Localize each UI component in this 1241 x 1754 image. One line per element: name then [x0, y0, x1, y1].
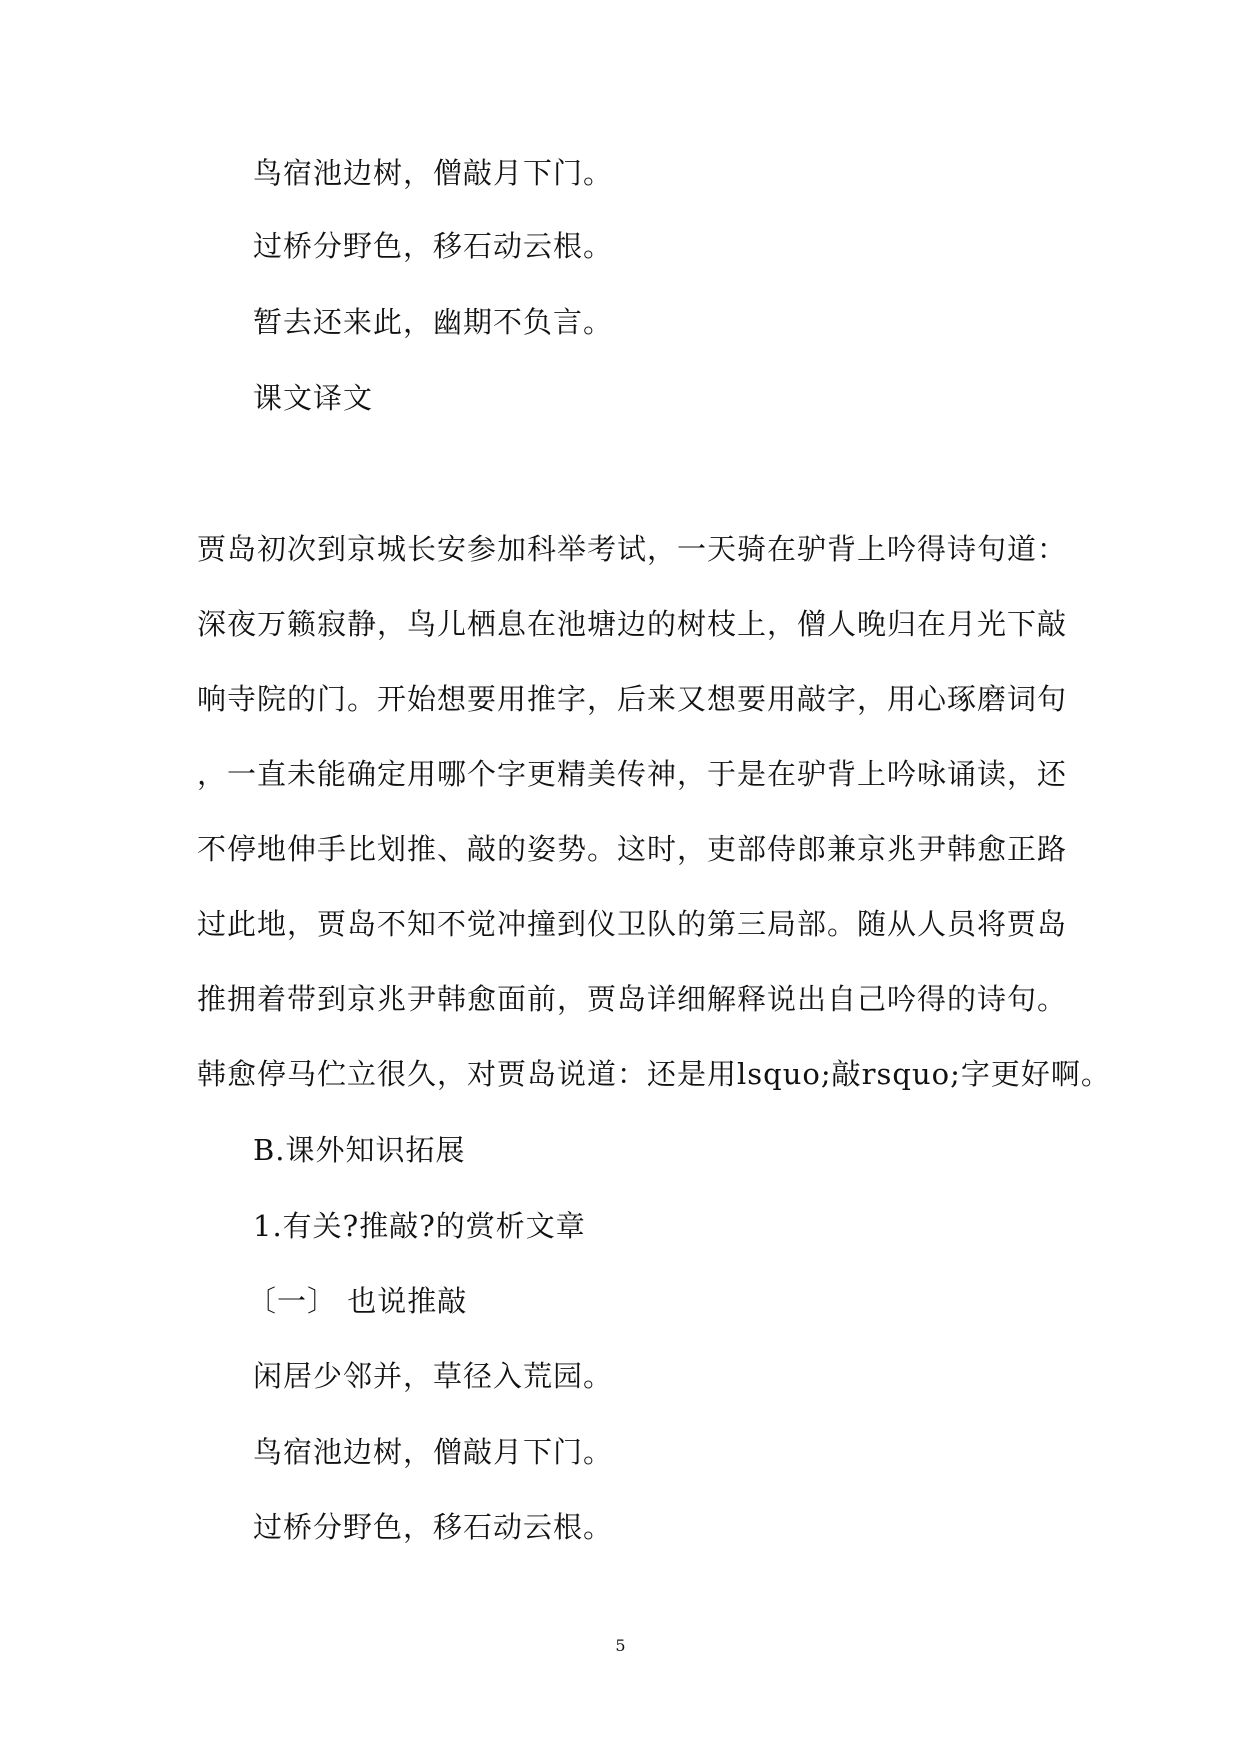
paragraph-line-2: 深夜万籁寂静，鸟儿栖息在池塘边的树枝上，僧人晚归在月光下敲 [197, 607, 1068, 641]
poem-line-3: 暂去还来此，幽期不负言。 [253, 305, 614, 339]
paragraph-line-1: 贾岛初次到京城长安参加科举考试，一天骑在驴背上吟得诗句道： [197, 532, 1068, 566]
paragraph-line-5: 不停地伸手比划推、敲的姿势。这时，吏部侍郎兼京兆尹韩愈正路 [197, 832, 1068, 866]
subsection-heading: 1.有关?推敲?的赏析文章 [253, 1209, 586, 1243]
poem-line-4: 闲居少邻并，草径入荒园。 [253, 1359, 614, 1393]
poem-line-1: 鸟宿池边树，僧敲月下门。 [253, 156, 614, 190]
poem-line-5: 鸟宿池边树，僧敲月下门。 [253, 1435, 614, 1469]
paragraph-line-7: 推拥着带到京兆尹韩愈面前，贾岛详细解释说出自己吟得的诗句。 [197, 982, 1068, 1016]
page-number: 5 [615, 1636, 626, 1655]
section-heading-extension: B.课外知识拓展 [253, 1133, 466, 1167]
section-heading-translation: 课文译文 [253, 381, 374, 415]
paragraph-line-4: ，一直未能确定用哪个字更精美传神，于是在驴背上吟咏诵读，还 [197, 757, 1068, 791]
paragraph-line-6: 过此地，贾岛不知不觉冲撞到仪卫队的第三局部。随从人员将贾岛 [197, 907, 1068, 941]
paragraph-line-8: 韩愈停马伫立很久，对贾岛说道：还是用lsquo;敲rsquo;字更好啊。 [197, 1057, 1111, 1091]
article-title: 〔一〕 也说推敲 [247, 1284, 468, 1318]
poem-line-6: 过桥分野色，移石动云根。 [253, 1510, 614, 1544]
paragraph-line-3: 响寺院的门。开始想要用推字，后来又想要用敲字，用心琢磨词句 [197, 682, 1068, 716]
poem-line-2: 过桥分野色，移石动云根。 [253, 229, 614, 263]
